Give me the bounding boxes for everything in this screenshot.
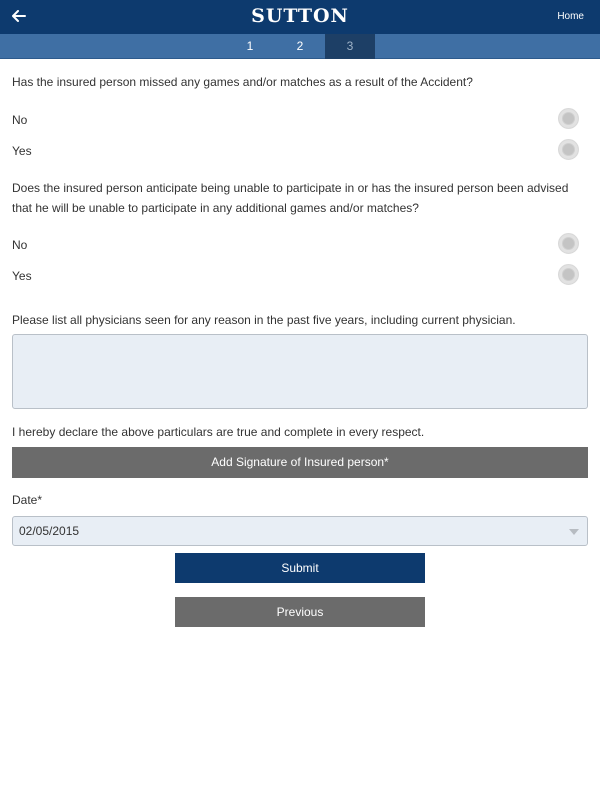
step-tab-1[interactable]: 1 bbox=[246, 39, 254, 53]
add-signature-button[interactable]: Add Signature of Insured person* bbox=[12, 447, 588, 478]
previous-button[interactable]: Previous bbox=[175, 597, 425, 627]
question-missed-games: Has the insured person missed any games and/or matches as a result of the Accident? bbox=[12, 75, 473, 89]
q2-option-no-label: No bbox=[12, 238, 28, 252]
q2-option-yes-label: Yes bbox=[12, 269, 32, 283]
home-link[interactable]: Home bbox=[557, 11, 584, 22]
q1-option-yes-radio[interactable] bbox=[558, 139, 579, 160]
q1-option-yes-label: Yes bbox=[12, 144, 32, 158]
q2-option-no-radio[interactable] bbox=[558, 233, 579, 254]
step-tab-3[interactable]: 3 bbox=[325, 34, 375, 59]
back-button[interactable] bbox=[8, 5, 30, 27]
app-header bbox=[0, 0, 600, 34]
brand-logo: SUTTON bbox=[251, 5, 349, 27]
date-select[interactable] bbox=[12, 516, 588, 546]
question-future-games: Does the insured person anticipate being unable to participate in or has the insured person been advised that he will be unable to participate in any additional games and/or matches? bbox=[12, 181, 569, 215]
q1-option-no-radio[interactable] bbox=[558, 108, 579, 129]
step-tab-2[interactable]: 2 bbox=[296, 39, 304, 53]
q1-option-no-label: No bbox=[12, 113, 28, 127]
physicians-textarea[interactable] bbox=[12, 334, 588, 409]
declaration-text: I hereby declare the above particulars are true and complete in every respect. bbox=[12, 425, 425, 439]
date-value: 02/05/2015 bbox=[19, 524, 80, 538]
arrow-left-icon bbox=[12, 10, 26, 22]
q2-option-yes-radio[interactable] bbox=[558, 264, 579, 285]
submit-button[interactable]: Submit bbox=[175, 553, 425, 583]
date-label: Date* bbox=[12, 493, 43, 507]
step-navigation bbox=[0, 34, 600, 59]
chevron-down-icon bbox=[569, 529, 579, 535]
physicians-label: Please list all physicians seen for any reason in the past five years, including current physician. bbox=[12, 313, 516, 327]
